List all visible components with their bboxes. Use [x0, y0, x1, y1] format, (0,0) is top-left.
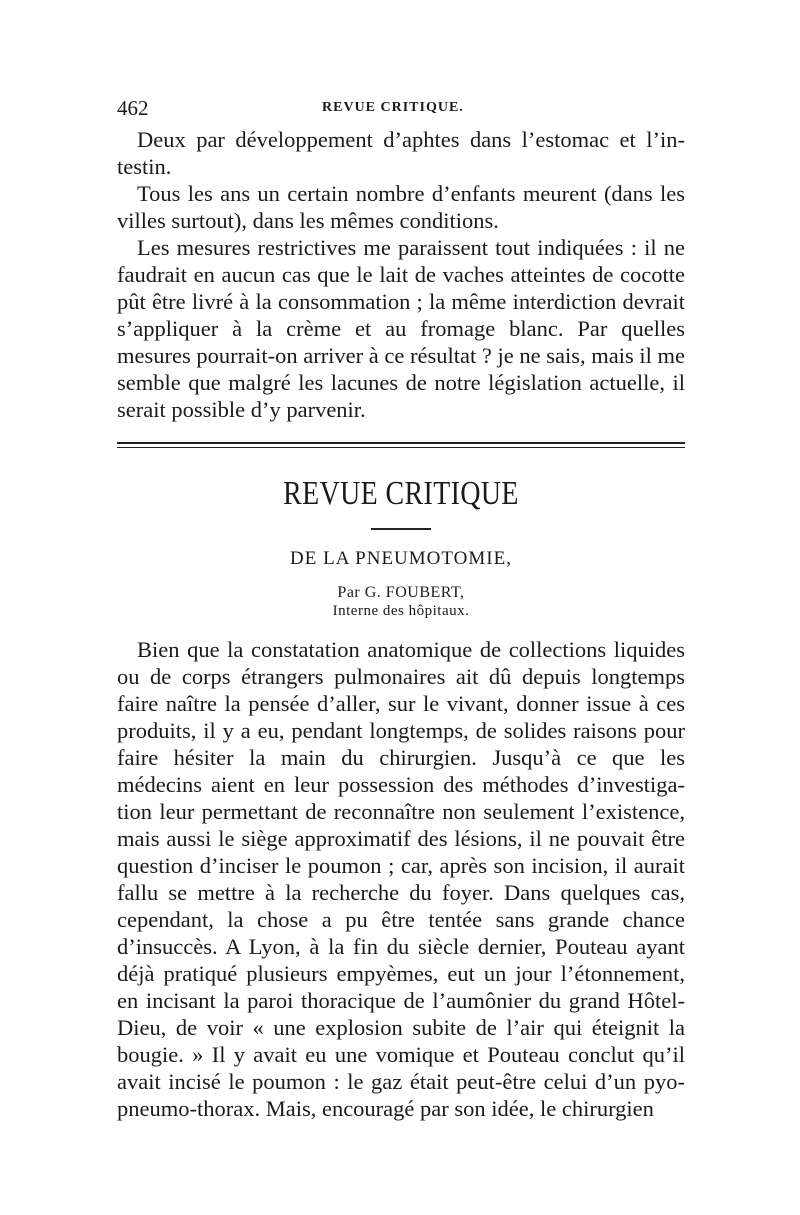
section-divider — [117, 442, 685, 448]
intro-paragraph-2: Tous les ans un certain nombre d’enfants meurent (dans les villes surtout), dans les mêmes conditions. — [117, 181, 685, 233]
book-page — [117, 96, 685, 1122]
title-underline — [371, 528, 431, 530]
article-subtitle: DE LA PNEUMOTOMIE, — [290, 548, 512, 569]
running-title: REVUE CRITIQUE. — [322, 100, 464, 115]
intro-paragraph-3: Les mesures restrictives me paraissent tout indiquées : il ne faudrait en aucun cas que le lait de vaches atteintes de cocotte pût être livré à la consommation ; la même interdiction devrait s’appliquer à la crème et au fromage blanc. Par quelles mesures pourrait-on arriver à ce résultat ? je ne sais, mais il me semble que malgré les lacunes de notre législation actuelle, il serait possible d’y parvenir. — [117, 235, 685, 422]
article-title: REVUE CRITIQUE — [283, 475, 519, 512]
intro-paragraph-1: Deux par développement d’aphtes dans l’estomac et l’intestin. — [117, 127, 685, 179]
page-number: 462 — [117, 96, 149, 120]
article-body: Bien que la constatation anatomique de collections liquides ou de corps étrangers pulmonaires ait dû depuis longtemps faire naître la pensée d’aller, sur le vivant, donner issue à ces produits, il y a eu, pendant longtemps, de solides raisons pour faire hésiter la main du chirurgien. Jusqu’à ce que les médecins aient en leur possession des méthodes d’investigation leur permettant de reconnaître non seulement l’existence, mais aussi le siège approximatif des lésions, il ne pouvait être question d’inciser le poumon ; car, après son incision, il aurait fallu se mettre à la recherche du foyer. Dans quelques cas, cependant, la chose a pu être tentée sans grande chance d’insuccès. A Lyon, à la fin du siècle dernier, Pouteau ayant déjà pratiqué plusieurs empyèmes, eut un jour l’étonnement, en incisant la paroi thoracique de l’aumônier du grand Hôtel-Dieu, de voir « une explosion subite de l’air qui éteignit la bougie. » Il y avait eu une vomique et Pouteau conclut qu’il avait incisé le poumon : le gaz était peut-être celui d’un pyopneumo-thorax. Mais, encouragé par son idée, le chirurgien — [117, 637, 685, 1121]
running-head — [117, 96, 685, 122]
author-affiliation: Interne des hôpitaux. — [332, 603, 470, 619]
article-author: Par G. FOUBERT, — [337, 584, 465, 601]
